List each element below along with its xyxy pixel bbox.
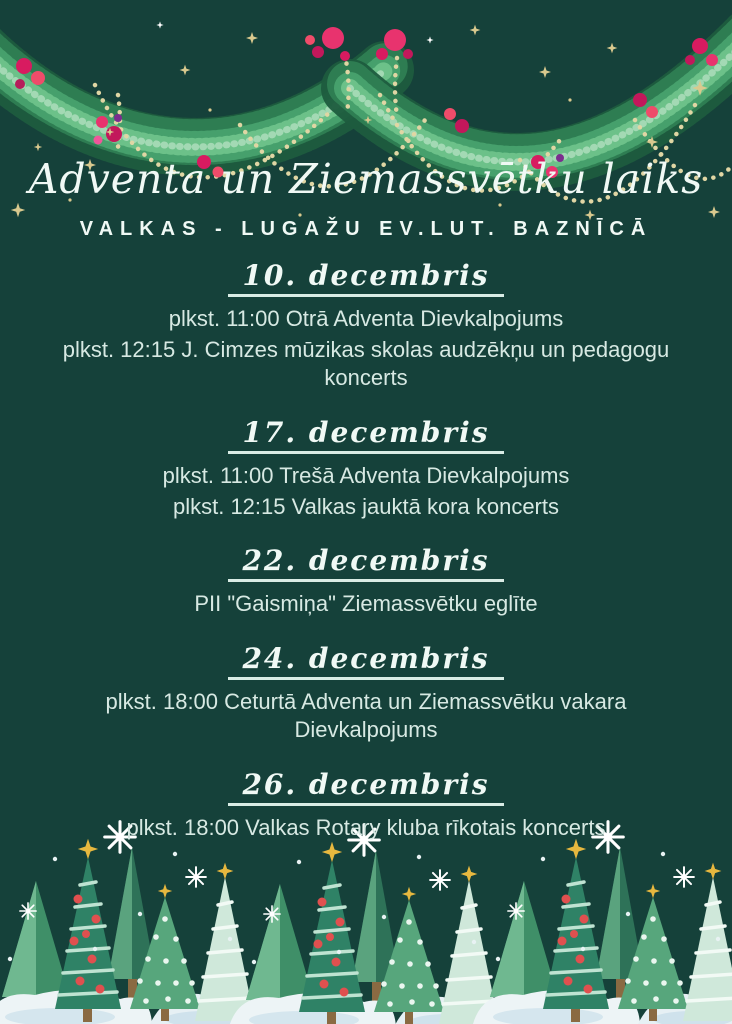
event-detail: plkst. 12:15 J. Cimzes mūzikas skolas audzēkņu un pedagogu koncerts: [62, 336, 670, 391]
event-detail: plkst. 12:15 Valkas jauktā kora koncerts: [172, 493, 559, 519]
event-date: 26. decembris: [228, 768, 503, 806]
event-date: 10. decembris: [228, 259, 503, 297]
christmas-tree-icon: [0, 822, 732, 1024]
events-list: [0, 259, 732, 842]
christmas-trees-decoration: [0, 819, 732, 1024]
event-section: [0, 259, 732, 393]
event-date: 22. decembris: [228, 544, 503, 582]
event-detail: plkst. 11:00 Trešā Adventa Dievkalpojums: [162, 462, 570, 488]
event-section: [0, 416, 732, 521]
poster-header: [0, 0, 732, 241]
event-detail: plkst. 18:00 Valkas Rotary kluba rīkotais koncerts: [126, 814, 606, 840]
event-detail: plkst. 11:00 Otrā Adventa Dievkalpojums: [168, 306, 564, 332]
event-date: 24. decembris: [228, 642, 503, 680]
event-section: [0, 544, 732, 619]
poster-subtitle: VALKAS - LUGAŽU EV.LUT. BAZNĪCĀ: [79, 218, 653, 241]
event-date: 17. decembris: [228, 416, 503, 454]
event-section: [0, 768, 732, 843]
event-detail: PII "Gaismiņa" Ziemassvētku eglīte: [194, 591, 538, 617]
poster-title: Adventa un Ziemassvētku laiks: [28, 155, 704, 203]
event-section: [0, 642, 732, 745]
event-detail: plkst. 18:00 Ceturtā Adventa un Ziemassvētku vakara Dievkalpojums: [105, 688, 627, 743]
